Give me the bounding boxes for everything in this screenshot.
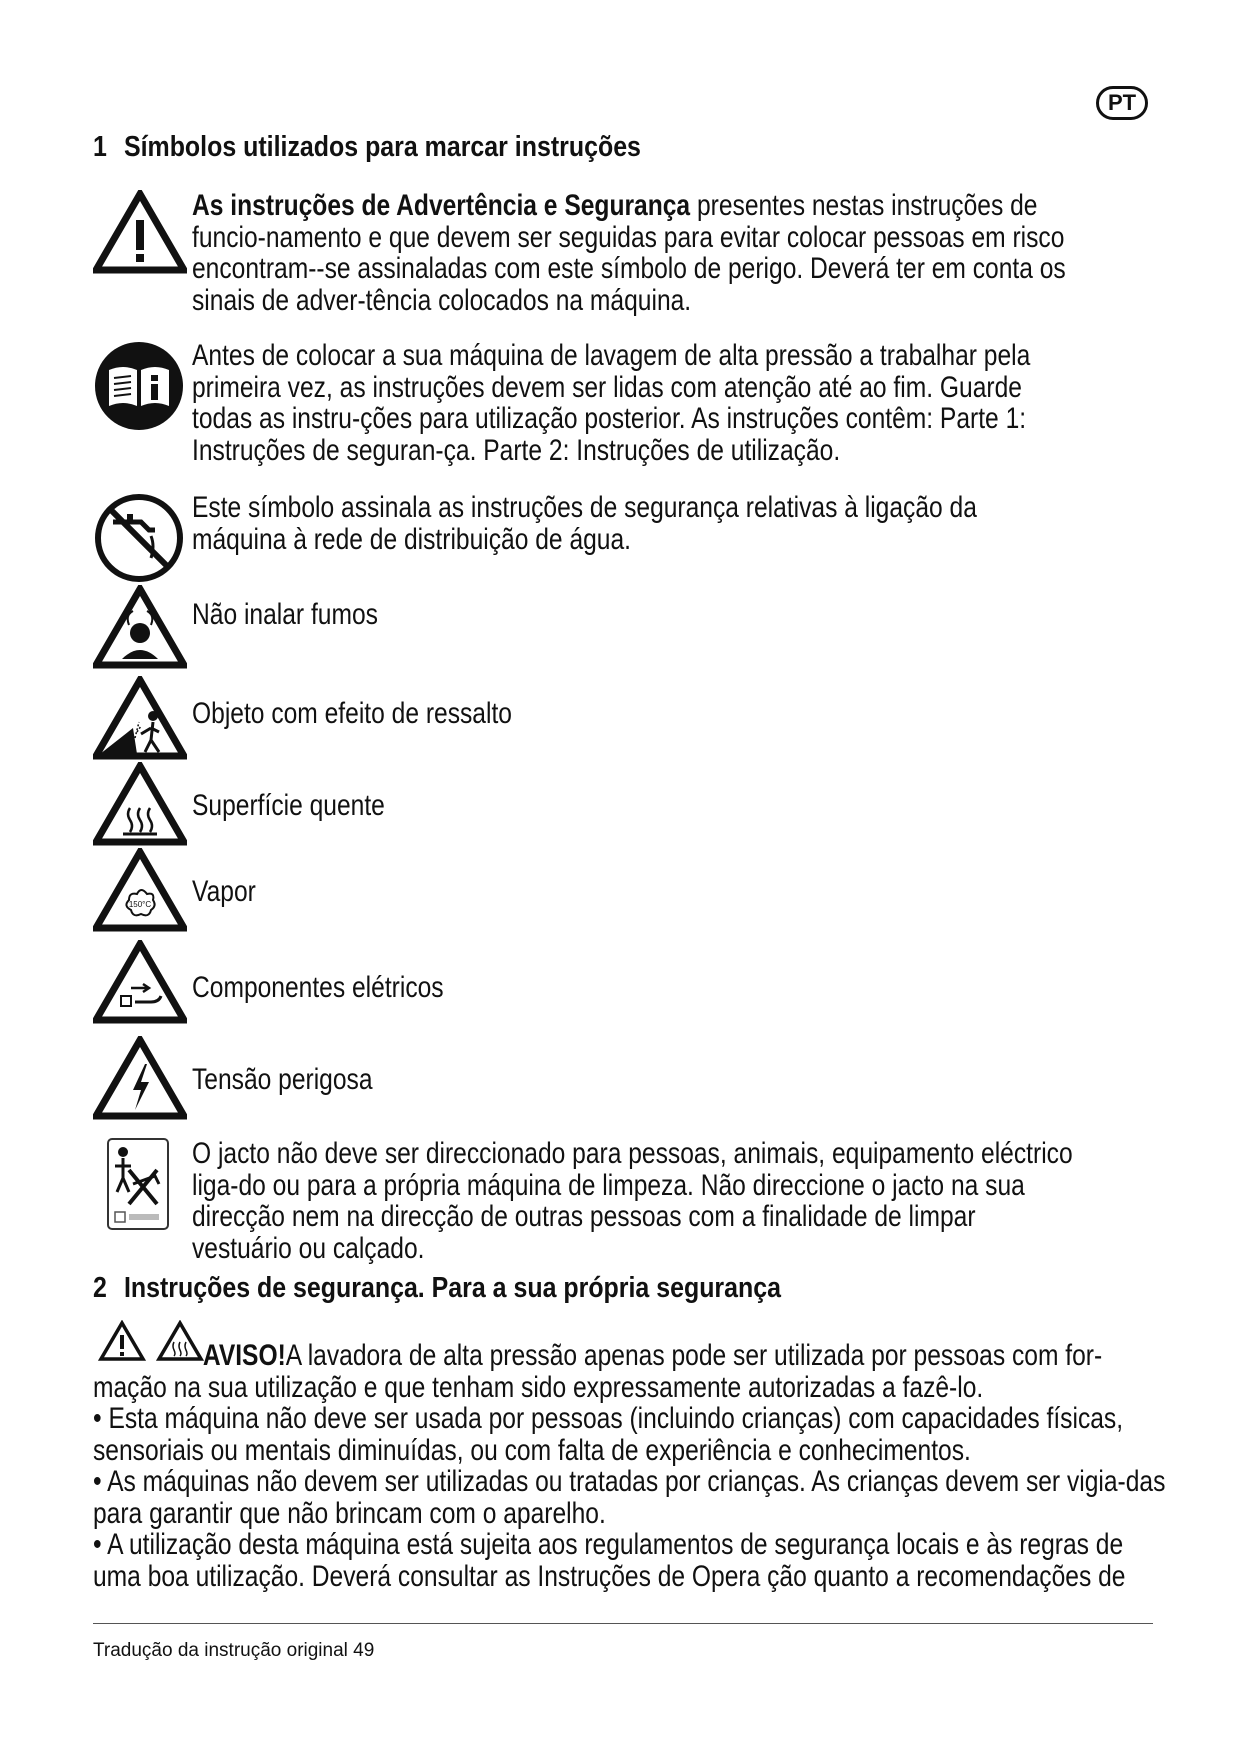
section-title: Símbolos utilizados para marcar instruções (123, 131, 641, 163)
bullet-item: • A utilização desta máquina está sujeita aos regulamentos de segurança locais e às regras de uma boa utilização. Deverá consultar as Instruções de Opera ção quanto a recomendações de (93, 1528, 1126, 1593)
symbol-description: Não inalar fumos (192, 598, 378, 631)
no-spray-people-icon (107, 1138, 169, 1230)
steam-icon (93, 848, 187, 932)
high-voltage-icon (93, 1036, 187, 1120)
symbol-description: Componentes elétricos (192, 971, 444, 1004)
section-number: 2 (93, 1272, 107, 1304)
section-number: 1 (93, 131, 107, 163)
hot-surface-icon (93, 762, 187, 846)
footer-divider (93, 1623, 1153, 1624)
symbol-description: As instruções de Advertência e Segurança presentes nestas instruções de funcio-namento e que devem ser seguidas para evitar colocar pessoas em risco encontram--se assinaladas com este símbolo de perigo. Deverá ter em conta os sinais de adver-tência colocados na máquina. (192, 189, 1066, 317)
steam-temperature-label: 150°C (128, 900, 152, 909)
page-footer: Tradução da instrução original 49 (93, 1640, 375, 1661)
symbol-description: Superfície quente (192, 789, 385, 822)
section-title: Instruções de segurança. Para a sua própria segurança (123, 1272, 781, 1304)
safety-instructions-body (93, 1340, 1167, 1592)
warning-triangle-icon (93, 190, 187, 274)
read-manual-icon (93, 340, 185, 432)
symbol-description: O jacto não deve ser direccionado para pessoas, animais, equipamento eléctrico liga-do ou para a própria máquina de limpeza. Não direccione o jacto na sua direcção nem na direcção de outras pessoas com a finalidade de limpar vestuário ou calçado. (192, 1137, 1073, 1265)
symbol-description: Objeto com efeito de ressalto (192, 697, 512, 730)
section-1-heading (93, 131, 641, 164)
warning-paragraph: AVISO!A lavadora de alta pressão apenas pode ser utilizada por pessoas com for-mação na sua utilização e que tenham sido expressamente autorizadas a fazê-lo. (93, 1339, 1103, 1404)
symbol-description: Vapor (192, 875, 256, 908)
symbol-description: Antes de colocar a sua máquina de lavagem de alta pressão a trabalhar pela primeira vez, as instruções devem ser lidas com atenção até ao fim. Guarde todas as instru-ções para utilização posterior. As instruções contêm: Parte 1: Instruções de seguran-ça. Parte 2: Instruções de utilização. (192, 339, 1031, 467)
bullet-item: • As máquinas não devem ser utilizadas ou tratadas por crianças. As crianças devem ser vigia-das para garantir que não brincam com o aparelho. (93, 1465, 1166, 1530)
no-water-connection-icon (93, 492, 185, 584)
rebound-object-icon (93, 676, 187, 760)
symbol-description: Este símbolo assinala as instruções de segurança relativas à ligação da máquina à rede de distribuição de água. (192, 491, 977, 556)
language-badge: PT (1096, 86, 1148, 120)
warning-label: AVISO! (202, 1339, 286, 1372)
symbol-description: Tensão perigosa (192, 1063, 373, 1096)
electrical-components-icon (93, 940, 187, 1024)
bullet-item: • Esta máquina não deve ser usada por pessoas (incluindo crianças) com capacidades físicas, sensoriais ou mentais diminuídas, ou com falta de experiência e conhecimentos. (93, 1402, 1124, 1467)
no-fumes-icon (93, 585, 187, 669)
section-2-heading (93, 1272, 781, 1305)
